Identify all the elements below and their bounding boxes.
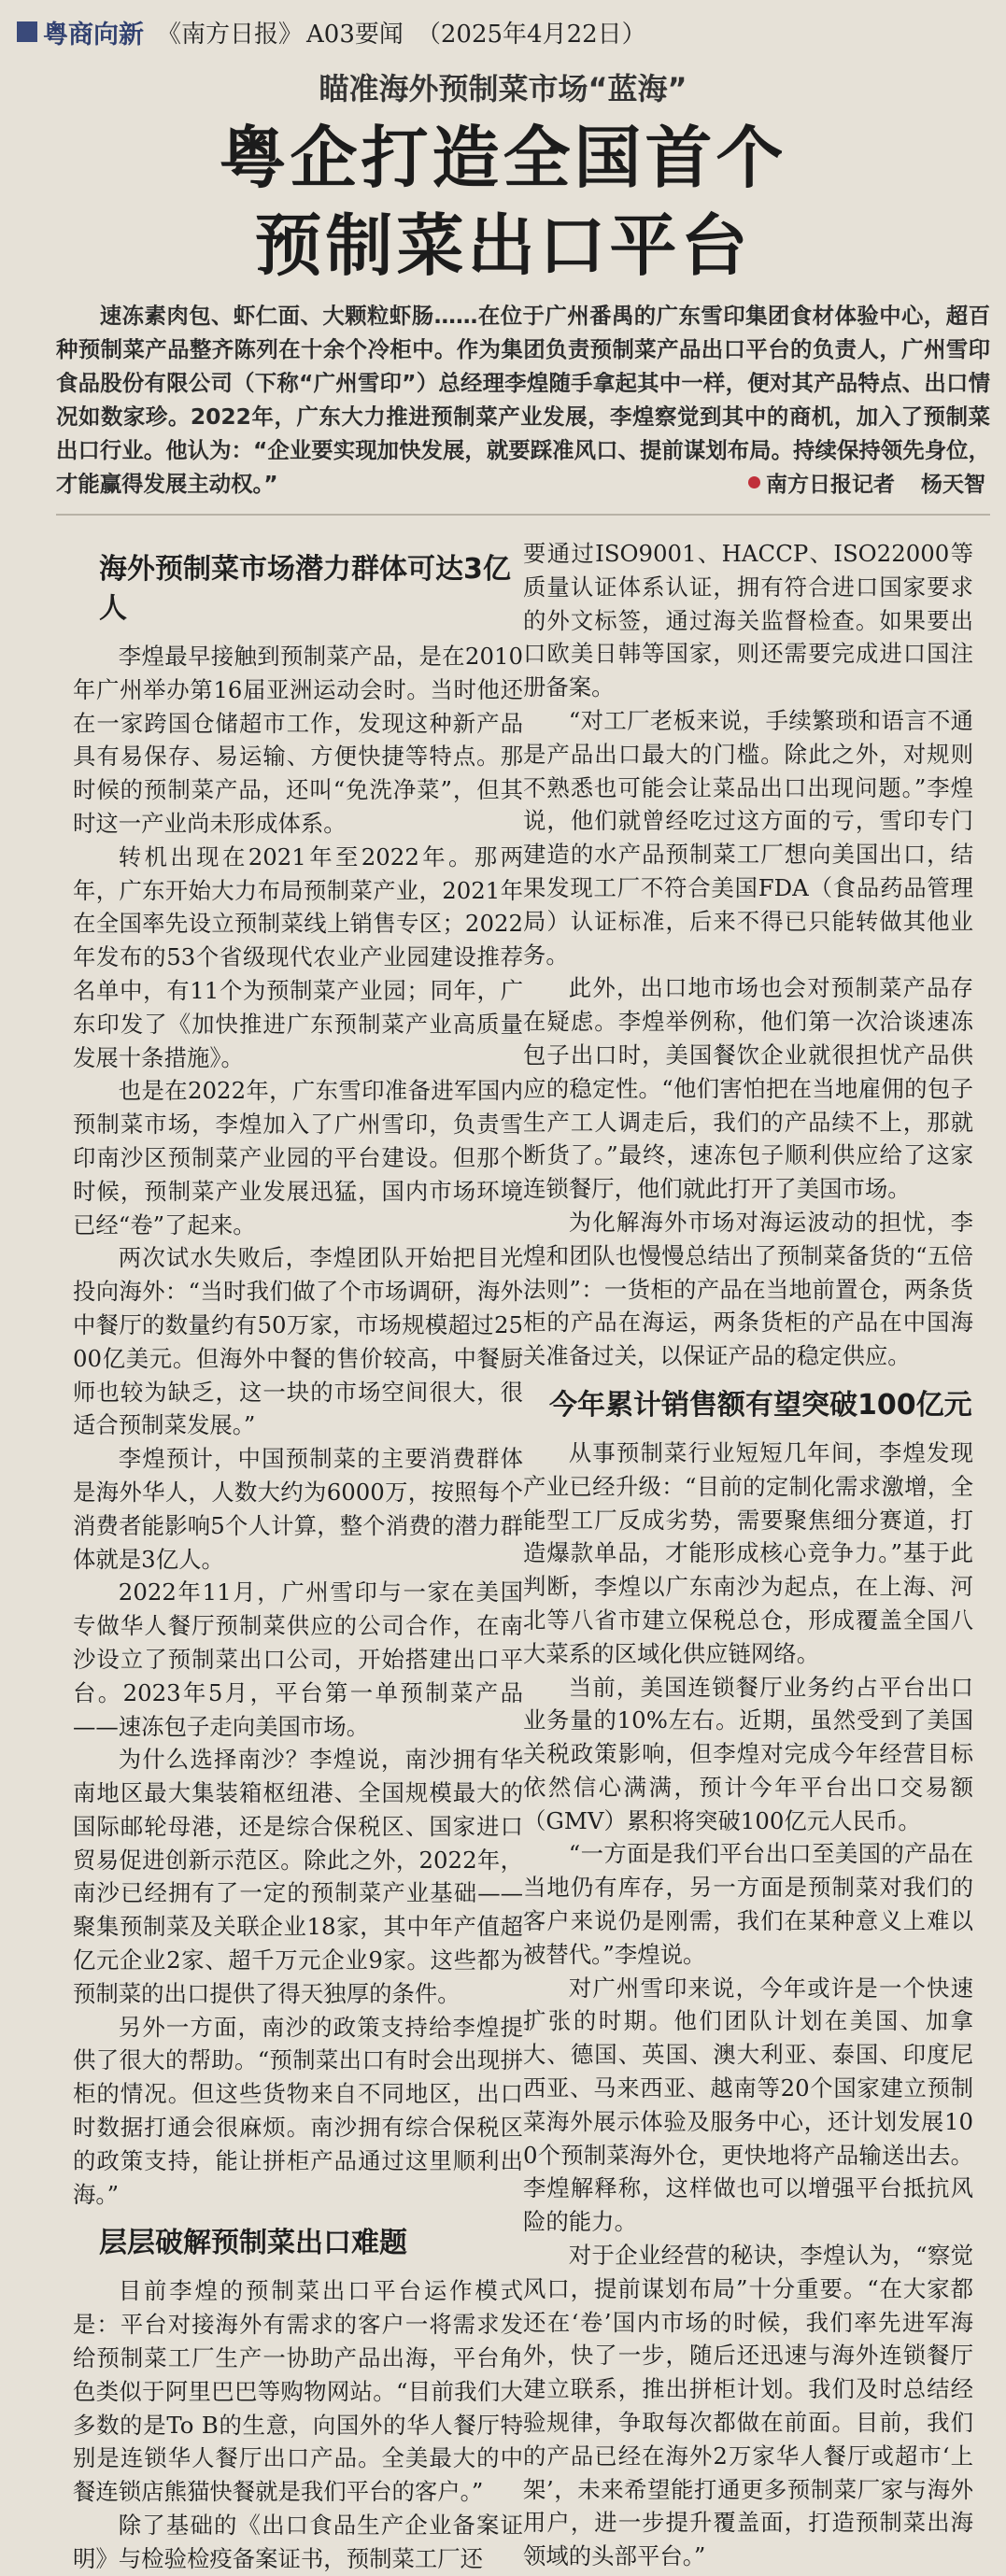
publish-date: （2025年4月22日） [416, 20, 646, 49]
byline-org: 南方日报记者 [766, 473, 895, 497]
section-heading: 今年累计销售额有望突破100亿元 [549, 1388, 972, 1422]
body-paragraph: “对工厂老板来说，手续繁琐和语言不通是产品出口最大的门槛。除此之外，对规则不熟悉也可能会让菜品出口出现问题。”李煌说，他们就曾经吃过这方面的亏，雪印专门建造的水产品预制菜工厂想向美国出口，结果发现工厂不符合美国FDA（食品药品管理局）认证标准，后来不得已只能转做其他业务。 [523, 706, 973, 969]
body-paragraph: “一方面是我们平台出口至美国的产品在当地仍有库存，另一方面是预制菜对我们的客户来说仍是刚需，我们在某种意义上难以被替代。”李煌说。 [523, 1840, 973, 1968]
section-heading: 层层破解预制菜出口难题 [99, 2227, 407, 2260]
body-paragraph: 李煌预计，中国预制菜的主要消费群体是海外华人，人数大约为6000万，按照每个消费者能影响5个人计算，整个消费的潜力群体就是3亿人。 [73, 1445, 523, 1573]
body-paragraph: 2022年11月，广州雪印与一家在美国专做华人餐厅预制菜供应的公司合作，在南沙设立了预制菜出口公司，开始搭建出口平台。2023年5月，平台第一单预制菜产品——速冻包子走向美国市场。 [73, 1578, 523, 1740]
newspaper-source: 《南方日报》 [157, 20, 304, 49]
body-paragraph: 对广州雪印来说，今年或许是一个快速扩张的时期。他们团队计划在美国、加拿大、德国、英国、澳大利亚、泰国、印度尼西亚、马来西亚、越南等20个国家建立预制菜海外展示体验及服务中心，还计划发展100个预制菜海外仓，更快地将产品输送出去。李煌解释称，这样做也可以增强平台抵抗风险的能力。 [523, 1974, 973, 2236]
body-paragraph: 当前，美国连锁餐厅业务约占平台出口业务量的10%左右。近期，虽然受到了美国关税政策影响，但李煌对完成今年经营目标依然信心满满，预计今年平台出口交易额（GMV）累积将突破100亿元人民币。 [523, 1673, 973, 1834]
body-paragraph: 转机出现在2021年至2022年。那两年，广东开始大力布局预制菜产业，2021年在全国率先设立预制菜线上销售专区；2022年发布的53个省级现代农业产业园建设推荐名单中，有11个为预制菜产业园；同年，广东印发了《加快推进广东预制菜产业高质量发展十条措施》。 [73, 842, 523, 1071]
body-paragraph: 从事预制菜行业短短几年间，李煌发现产业已经升级：“目前的定制化需求激增，全能型工厂反成劣势，需要聚焦细分赛道，打造爆款单品，才能形成核心竞争力。”基于此判断，李煌以广东南沙为起点，在上海、河北等八省市建立保税总仓，形成覆盖全国八大菜系的区域化供应链网络。 [523, 1438, 973, 1667]
body-paragraph: 也是在2022年，广东雪印准备进军国内预制菜市场，李煌加入了广州雪印，负责雪印南沙区预制菜产业园的平台建设。但那个时候，预制菜产业发展迅猛，国内市场环境已经“卷”了起来。 [73, 1077, 523, 1238]
byline-name: 杨天智 [921, 473, 985, 497]
red-dot-icon [748, 476, 760, 488]
body-paragraph: 目前李煌的预制菜出口平台运作模式是：平台对接海外有需求的客户一将需求发给预制菜工厂生产一协助产品出海，平台角色类似于阿里巴巴等购物网站。“目前我们大多数的是To B的生意，向国外的华人餐厅特别是连锁华人餐厅出口产品。全美最大的中餐连锁店熊猫快餐就是我们平台的客户。” [73, 2277, 523, 2506]
body-paragraph: 要通过ISO9001、HACCP、ISO22000等质量认证体系认证，拥有符合进口国家要求的外文标签，通过海关监督检查。如果要出口欧美日韩等国家，则还需要完成进口国注册备案。 [523, 540, 973, 701]
lead-paragraph: 速冻素肉包、虾仁面、大颗粒虾肠……在位于广州番禺的广东雪印集团食材体验中心，超百种预制菜产品整齐陈列在十余个冷柜中。作为集团负责预制菜产品出口平台的负责人，广州雪印食品股份有限公司（下称“广州雪印”）总经理李煌随手拿起其中一样，便对其产品特点、出口情况如数家珍。2022年，广东大力推进预制菜产业发展，李煌察觉到其中的商机，加入了预制菜出口行业。他认为：“企业要实现加快发展，就要踩准风口、提前谋划布局。持续保持领先身位，才能赢得发展主动权。” [56, 303, 990, 497]
body-paragraph: 为化解海外市场对海运波动的担忧，李煌和团队也慢慢总结出了预制菜备货的“五倍法则”：一货柜的产品在当地前置仓，两条货柜的产品在海运，两条货柜的产品在中国海关准备过关，以保证产品的稳定供应。 [523, 1208, 973, 1370]
page-number: A03要闻 [306, 20, 404, 49]
body-column-right [523, 537, 973, 2573]
section-heading: 海外预制菜市场潜力群体可达3亿人 [99, 553, 511, 625]
divider [56, 514, 990, 516]
body-column-left [73, 537, 523, 2576]
headline-line-2: 预制菜出口平台 [254, 206, 752, 285]
body-paragraph: 为什么选择南沙？李煌说，南沙拥有华南地区最大集装箱枢纽港、全国规模最大的国际邮轮母港，还是综合保税区、国家进口贸易促进创新示范区。除此之外，2022年，南沙已经拥有了一定的预制菜产业基础——聚集预制菜及关联企业18家，其中年产值超亿元企业2家、超千万元企业9家。这些都为预制菜的出口提供了得天独厚的条件。 [73, 1746, 523, 2007]
byline [748, 467, 985, 498]
subheadline: 瞄准海外预制菜市场“蓝海” [319, 71, 687, 106]
body-paragraph: 两次试水失败后，李煌团队开始把目光投向海外：“当时我们做了个市场调研，海外中餐厅的数量约有50万家，市场规模超过2500亿美元。但海外中餐的售价较高，中餐厨师也较为缺乏，这一块的市场空间很大，很适合预制菜发展。” [73, 1244, 523, 1439]
body-paragraph: 李煌最早接触到预制菜产品，是在2010年广州举办第16届亚洲运动会时。当时他还在一家跨国仓储超市工作，发现这种新产品具有易保存、易运输、方便快捷等特点。那时候的预制菜产品，还叫“免洗净菜”，但其时这一产业尚未形成体系。 [73, 643, 523, 837]
headline [0, 114, 1006, 290]
column-brand: 粤商向新 [43, 20, 144, 50]
page-header [17, 13, 988, 50]
body-paragraph: 另外一方面，南沙的政策支持给李煌提供了很大的帮助。“预制菜出口有时会出现拼柜的情况。但这些货物来自不同地区，出口时数据打通会很麻烦。南沙拥有综合保税区的政策支持，能让拼柜产品通过这里顺利出海。” [73, 2013, 523, 2208]
headline-line-1: 粤企打造全国首个 [219, 119, 787, 197]
body-paragraph: 除了基础的《出口食品生产企业备案证明》与检验检疫备案证书，预制菜工厂还 [73, 2512, 523, 2572]
body-paragraph: 此外，出口地市场也会对预制菜产品存在疑虑。李煌举例称，他们第一次洽谈速冻包子出口时，美国餐饮企业就很担忧产品供应的稳定性。“他们害怕把在当地雇佣的包子生产工人调走后，我们的产品续不上，那就断货了。”最终，速冻包子顺利供应给了这家连锁餐厅，他们就此打开了美国市场。 [523, 974, 973, 1203]
body-paragraph: 对于企业经营的秘诀，李煌认为，“察觉风口，提前谋划布局”十分重要。“在大家都还在‘卷’国内市场的时候，我们率先进军海外，快了一步，随后还迅速与海外连锁餐厅建立联系，推出拼柜计划。我们及时总结经验规律，争取每次都做在前面。目前，我们的产品已经在海外2万家华人餐厅或超市‘上架’，未来希望能打通更多预制菜厂家与海外用户，进一步提升覆盖面，打造预制菜出海领域的头部平台。” [523, 2242, 973, 2570]
section-square-icon [17, 21, 37, 42]
